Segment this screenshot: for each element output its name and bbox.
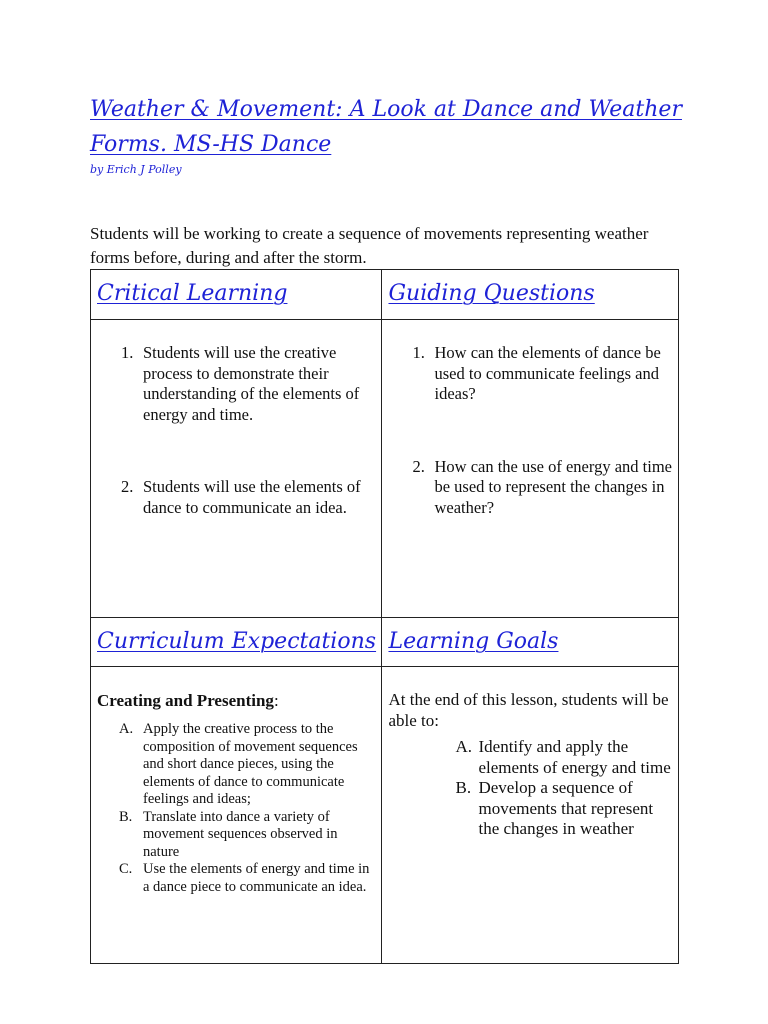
subheading-colon: :	[273, 691, 279, 710]
guiding-questions-list	[412, 343, 672, 518]
curriculum-expectations-cell	[91, 667, 382, 964]
intro-paragraph: Students will be working to create a sequence of movements representing weather forms before, during and after the storm.	[90, 224, 649, 267]
table-row	[91, 667, 679, 964]
list-item	[412, 343, 672, 405]
list-number: 2.	[121, 477, 134, 496]
list-text: Students will use the creative process to demonstrate their understanding of the elements of energy and time.	[143, 343, 360, 424]
subheading-text: Creating and Presenting	[97, 691, 274, 710]
lesson-table	[90, 269, 679, 964]
list-letter: B.	[119, 808, 133, 825]
table-row	[91, 618, 679, 667]
list-letter: A.	[455, 737, 473, 756]
list-text: Students will use the elements of dance to communicate an idea.	[143, 477, 361, 517]
guiding-questions-cell	[382, 320, 679, 618]
critical-learning-cell	[91, 320, 382, 618]
learning-goals-intro: At the end of this lesson, students will be able to:	[388, 690, 669, 730]
list-number: 1.	[121, 343, 134, 362]
curriculum-expectations-heading: Curriculum Expectations	[97, 629, 377, 654]
list-text: Develop a sequence of movements that represent the changes in weather	[478, 778, 654, 839]
table-row	[91, 320, 679, 618]
list-text: Use the elements of energy and time in a dance piece to communicate an idea.	[143, 861, 370, 895]
list-item	[121, 343, 371, 425]
expectations-list	[97, 721, 373, 896]
list-item	[121, 477, 371, 518]
byline: by Erich J Polley	[90, 163, 182, 176]
document-title: Weather & Movement: A Look at Dance and Weather Forms. MS-HS Dance	[90, 97, 682, 157]
guiding-questions-header-cell	[382, 270, 679, 320]
list-letter: C.	[119, 861, 133, 877]
list-number: 1.	[412, 343, 425, 362]
list-letter: B.	[455, 778, 472, 798]
curriculum-expectations-header-cell	[91, 618, 382, 667]
learning-goals-heading: Learning Goals	[388, 629, 559, 654]
list-item	[119, 861, 373, 896]
table-row	[91, 270, 679, 320]
list-text: How can the use of energy and time be used to represent the changes in weather?	[434, 456, 672, 517]
list-text: How can the elements of dance be used to communicate feelings and ideas?	[434, 343, 661, 403]
guiding-questions-heading: Guiding Questions	[388, 281, 595, 306]
list-item	[119, 721, 373, 809]
list-text: Apply the creative process to the composition of movement sequences and short dance pieces, using the elements of dance to communicate feelings and ideas;	[143, 721, 358, 807]
list-item	[455, 737, 672, 778]
list-text: Translate into dance a variety of movement sequences observed in nature	[143, 808, 338, 860]
list-text: Identify and apply the elements of energy and time	[478, 737, 671, 777]
list-number: 2.	[412, 456, 425, 476]
learning-goals-list	[388, 737, 672, 840]
critical-learning-list	[121, 343, 371, 518]
list-item	[119, 808, 373, 862]
creating-presenting-heading	[97, 689, 373, 713]
list-item	[412, 456, 672, 519]
list-item	[455, 778, 672, 840]
critical-learning-heading: Critical Learning	[97, 281, 288, 306]
learning-goals-header-cell	[382, 618, 679, 667]
learning-goals-cell	[382, 667, 679, 964]
critical-learning-header-cell	[91, 270, 382, 320]
list-letter: A.	[119, 721, 134, 737]
